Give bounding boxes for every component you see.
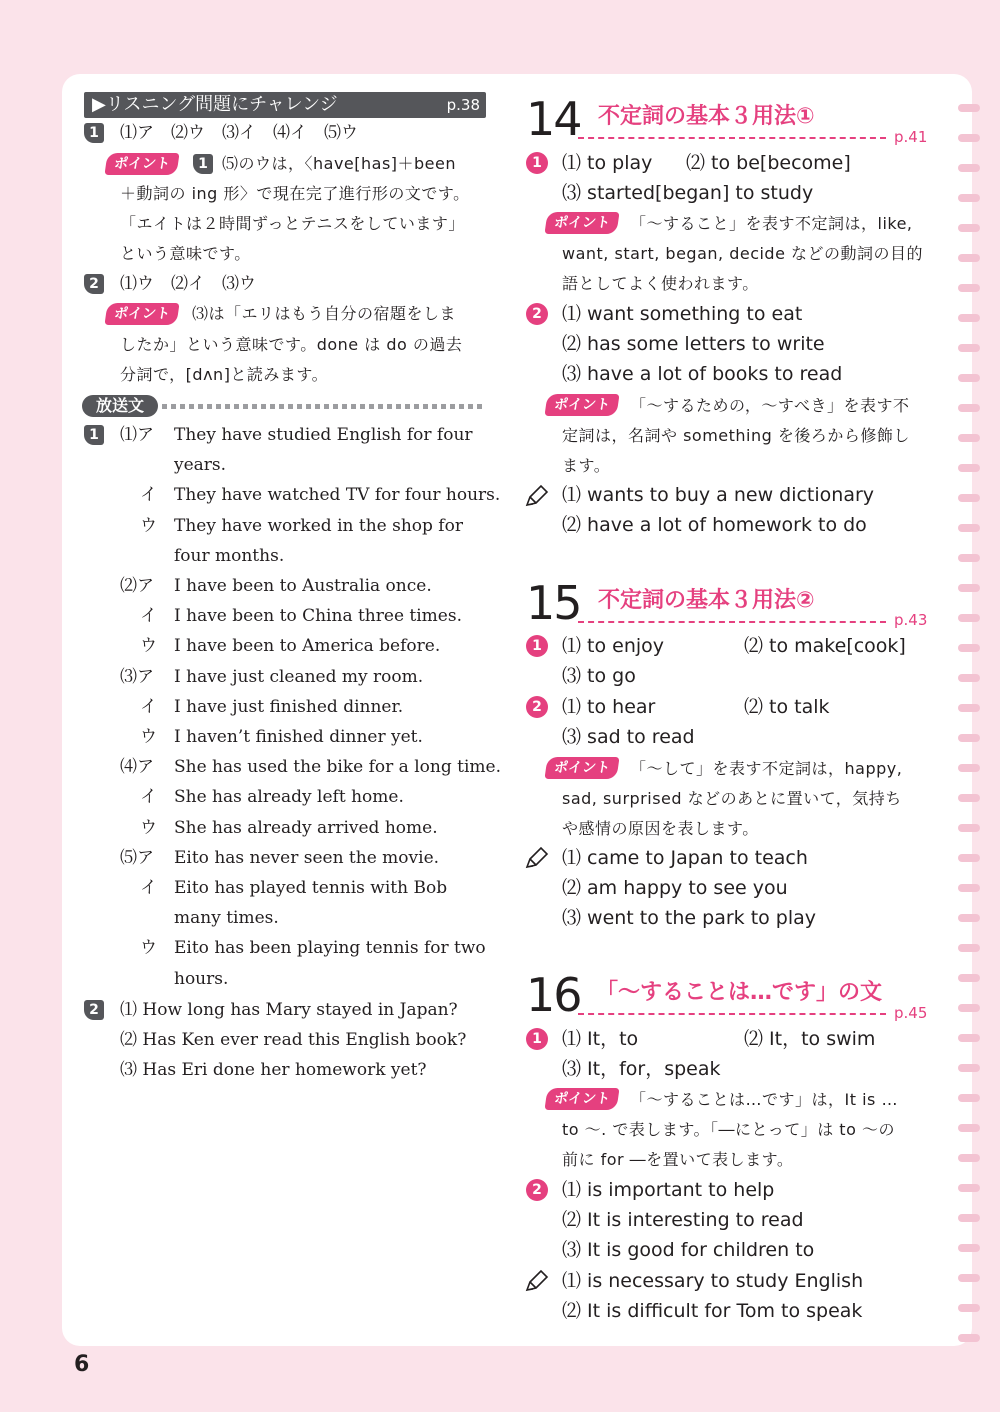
- answer: ⑶ went to the park to play: [562, 907, 817, 929]
- broadcast-script-label: 放送文: [82, 395, 158, 417]
- answer: ⑵ It is interesting to read: [562, 1209, 804, 1231]
- section-14-q2-marker: 2: [526, 303, 548, 325]
- script-line: Eito has played tennis with Bob: [174, 878, 448, 898]
- binder-ring: [958, 944, 980, 952]
- q1-answers: ⑴ア ⑵ウ ⑶イ ⑷イ ⑸ウ: [120, 123, 358, 143]
- pencil-icon: [524, 1268, 550, 1294]
- pencil-icon: [524, 845, 550, 871]
- answer: ⑶ started[began] to study: [562, 182, 814, 204]
- script-line: I have been to Australia once.: [174, 576, 432, 596]
- binder-ring: [958, 344, 980, 352]
- script2-line: ⑴ How long has Mary stayed in Japan?: [120, 1000, 458, 1020]
- section-16-number: 16: [526, 968, 581, 1022]
- binder-ring: [958, 884, 980, 892]
- answer: ⑵ has some letters to write: [562, 333, 825, 355]
- script-choice-mark: ⑷ア: [120, 757, 154, 778]
- binder-ring: [958, 914, 980, 922]
- script-choice-mark: ウ: [140, 636, 157, 657]
- binder-ring: [958, 1214, 980, 1222]
- script2-line: ⑵ Has Ken ever read this English book?: [120, 1030, 467, 1050]
- answer: ⑴ to hear: [562, 696, 656, 718]
- point-badge: ポイント: [544, 757, 619, 779]
- binder-ring: [958, 554, 980, 562]
- script-choice-mark: ウ: [140, 938, 157, 959]
- binder-ring: [958, 1004, 980, 1012]
- point-line: 「～することは…です」は，It is …: [630, 1090, 898, 1109]
- listening-header-page: p.38: [446, 96, 480, 114]
- section-16-q1-marker: 1: [526, 1028, 548, 1050]
- binder-ring: [958, 974, 980, 982]
- point-line: 語としてよく使われます。: [562, 274, 759, 293]
- point2-line: ⑶は「エリはもう自分の宿題をしま: [192, 304, 457, 323]
- listening-header-title: ▶リスニング問題にチャレンジ: [92, 94, 338, 115]
- point-1-marker: 1: [193, 154, 213, 174]
- answer: ⑴ It，to: [562, 1028, 639, 1050]
- answer: ⑴ wants to buy a new dictionary: [562, 484, 875, 506]
- script-line: four months.: [174, 545, 285, 566]
- answer: ⑴ to enjoy: [562, 635, 665, 657]
- script-line: many times.: [174, 908, 279, 929]
- point-line: 「～して」を表す不定詞は，happy,: [630, 759, 903, 778]
- binder-ring: [958, 1334, 980, 1342]
- script-choice-mark: イ: [140, 485, 157, 506]
- section-16-q2-marker: 2: [526, 1179, 548, 1201]
- binder-ring: [958, 254, 980, 262]
- script-choice-mark: ウ: [140, 727, 157, 747]
- section-14-page: p.41: [894, 128, 928, 146]
- point1-line: ⑸のウは，〈have[has]＋been: [222, 154, 457, 173]
- binder-ring: [958, 1094, 980, 1102]
- point-badge: ポイント: [544, 394, 619, 416]
- script-choice-mark: イ: [140, 878, 157, 898]
- point1-line: ＋動詞の ing 形〉で現在完了進行形の文です。: [120, 184, 470, 203]
- answer: ⑶ sad to read: [562, 726, 695, 748]
- binder-ring: [958, 434, 980, 442]
- script-1-marker: 1: [84, 425, 104, 445]
- script-choice-mark: イ: [140, 696, 157, 717]
- section-15-page: p.43: [894, 611, 928, 629]
- answer: ⑴ is necessary to study English: [562, 1270, 864, 1292]
- binder-ring: [958, 674, 980, 682]
- answer: ⑵ am happy to see you: [562, 877, 788, 899]
- question-1-marker: 1: [84, 123, 104, 143]
- point-line: ます。: [562, 456, 611, 475]
- binder-ring: [958, 374, 980, 382]
- answer: ⑵ It is difficult for Tom to speak: [562, 1300, 863, 1322]
- binder-ring: [958, 1064, 980, 1072]
- binder-ring: [958, 164, 980, 172]
- answer: ⑴ came to Japan to teach: [562, 847, 808, 869]
- point-line: や感情の原因を表します。: [562, 819, 759, 838]
- point-line: 定詞は，名詞や something を後ろから修飾し: [562, 426, 910, 445]
- answer: ⑵ It，to swim: [744, 1028, 876, 1050]
- answer: ⑶ to go: [562, 665, 636, 687]
- answer: ⑶ It，for，speak: [562, 1058, 721, 1080]
- binder-ring: [958, 734, 980, 742]
- script-line: years.: [174, 455, 227, 476]
- binder-ring: [958, 824, 980, 832]
- script-line: I have been to America before.: [174, 636, 441, 657]
- section-16-title: 「～することは…です」の文: [596, 980, 883, 1005]
- binder-ring: [958, 494, 980, 502]
- section-14-rule: [578, 137, 886, 139]
- binder-ring: [958, 464, 980, 472]
- point-line: 「～すること」を表す不定詞は，like,: [630, 214, 913, 233]
- section-15-number: 15: [526, 576, 581, 630]
- answer: ⑵ have a lot of homework to do: [562, 514, 867, 536]
- binder-ring: [958, 1154, 980, 1162]
- answer: ⑵ to make[cook]: [744, 635, 906, 657]
- binder-ring: [958, 404, 980, 412]
- script-line: She has used the bike for a long time.: [174, 757, 501, 778]
- script-line: Eito has been playing tennis for two: [174, 938, 486, 959]
- script-2-marker: 2: [84, 1000, 104, 1020]
- binder-ring: [958, 524, 980, 532]
- binder-ring: [958, 194, 980, 202]
- point-badge: ポイント: [104, 303, 179, 325]
- point2-line: したか」という意味です。done は do の過去: [120, 335, 463, 354]
- point-badge: ポイント: [544, 212, 619, 234]
- section-14-number: 14: [526, 92, 581, 146]
- binder-ring: [958, 1244, 980, 1252]
- script-choice-mark: イ: [140, 787, 157, 808]
- script-choice-mark: ウ: [140, 515, 157, 536]
- point-line: want, start, began, decide などの動詞の目的: [562, 244, 924, 263]
- answer: ⑴ want something to eat: [562, 303, 803, 325]
- answer: ⑵ to be[become]: [686, 152, 851, 174]
- binder-ring: [958, 224, 980, 232]
- script-choice-mark: ⑵ア: [120, 576, 154, 596]
- point-line: 前に for ―を置いて表します。: [562, 1150, 794, 1169]
- point-line: sad, surprised などのあとに置いて，気持ち: [562, 789, 902, 808]
- binder-ring: [958, 794, 980, 802]
- script-choice-mark: ⑶ア: [120, 666, 154, 687]
- section-16-rule: [578, 1013, 886, 1015]
- section-15-rule: [578, 621, 886, 623]
- point-line: to ～. で表します。「―にとって」は to ～の: [562, 1120, 895, 1139]
- binder-ring: [958, 1124, 980, 1132]
- script-choice-mark: ウ: [140, 817, 157, 838]
- answer: ⑶ have a lot of books to read: [562, 363, 843, 385]
- point1-line: 「エイトは２時間ずっとテニスをしています」: [120, 214, 465, 233]
- question-2-marker: 2: [84, 274, 104, 294]
- point2-line: 分詞で，[dʌn]と読みます。: [120, 365, 329, 384]
- script-choice-mark: イ: [140, 606, 157, 627]
- binder-ring: [958, 104, 980, 112]
- section-14-q1-marker: 1: [526, 152, 548, 174]
- script-line: They have watched TV for four hours.: [174, 485, 501, 506]
- script-choice-mark: ⑴ア: [120, 425, 154, 445]
- point-line: 「～するための，～すべき」を表す不: [630, 396, 910, 415]
- script-line: She has already arrived home.: [174, 817, 438, 838]
- point1-line: という意味です。: [120, 244, 251, 263]
- binder-ring: [958, 1304, 980, 1312]
- script-line: Eito has never seen the movie.: [174, 847, 440, 868]
- section-16-page: p.45: [894, 1004, 928, 1022]
- binder-ring: [958, 1184, 980, 1192]
- page-number: 6: [74, 1352, 90, 1377]
- answer: ⑶ It is good for children to: [562, 1239, 815, 1261]
- section-15-title: 不定詞の基本３用法②: [598, 588, 815, 613]
- script-line: She has already left home.: [174, 787, 404, 808]
- point-badge: ポイント: [104, 153, 179, 175]
- script-line: I have just cleaned my room.: [174, 666, 424, 687]
- answer: ⑵ to talk: [744, 696, 830, 718]
- script-line: I have been to China three times.: [174, 606, 462, 627]
- binder-ring: [958, 704, 980, 712]
- script-choice-mark: ⑸ア: [120, 847, 154, 868]
- script-line: I have just finished dinner.: [174, 696, 404, 717]
- section-15-q1-marker: 1: [526, 635, 548, 657]
- q2-answers: ⑴ウ ⑵イ ⑶ウ: [120, 274, 256, 294]
- binder-ring: [958, 584, 980, 592]
- script-line: I haven’t finished dinner yet.: [174, 727, 423, 747]
- binder-ring: [958, 854, 980, 862]
- binder-ring: [958, 1034, 980, 1042]
- binder-ring: [958, 1274, 980, 1282]
- answer: ⑴ is important to help: [562, 1179, 775, 1201]
- binder-ring: [958, 284, 980, 292]
- script-line: They have worked in the shop for: [174, 515, 463, 536]
- script-line: They have studied English for four: [174, 425, 473, 445]
- script-line: hours.: [174, 968, 229, 989]
- pencil-icon: [524, 483, 550, 509]
- section-14-title: 不定詞の基本３用法①: [598, 104, 815, 129]
- binder-ring: [958, 314, 980, 322]
- binder-ring: [958, 764, 980, 772]
- binder-ring: [958, 644, 980, 652]
- dotted-divider: [162, 404, 486, 409]
- script2-line: ⑶ Has Eri done her homework yet?: [120, 1060, 427, 1080]
- answer: ⑴ to play: [562, 152, 653, 174]
- section-15-q2-marker: 2: [526, 696, 548, 718]
- listening-header: [84, 92, 486, 118]
- point-badge: ポイント: [544, 1088, 619, 1110]
- binder-ring: [958, 614, 980, 622]
- binder-ring: [958, 134, 980, 142]
